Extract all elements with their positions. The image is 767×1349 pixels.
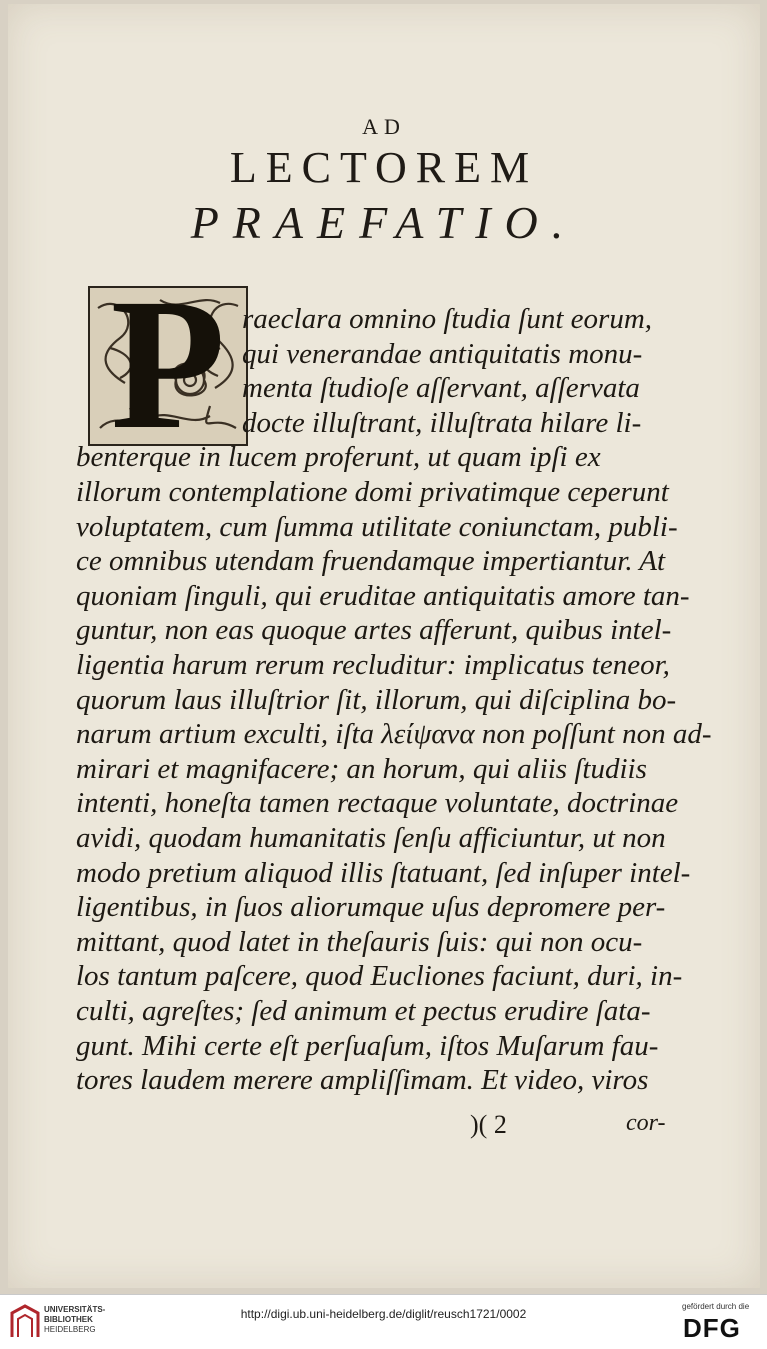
text-line: modo pretium aliquod illis ſtatuant, ſed inſuper intel-	[76, 856, 691, 889]
text-line: ligentia harum rerum recluditur: implicatus teneor,	[76, 649, 670, 681]
text-line: voluptatem, cum ſumma utilitate coniunctam, publi-	[76, 510, 678, 543]
footer-bar	[0, 1294, 767, 1349]
text-line: gunt. Mihi certe eſt perſuaſum, iſtos Muſarum fau-	[76, 1029, 659, 1062]
heading-ad: AD	[362, 114, 406, 139]
logo-line-1: UNIVERSITÄTS-	[44, 1305, 106, 1314]
dfg-logo: DFG	[683, 1313, 741, 1343]
book-page	[8, 4, 760, 1288]
text-line: menta ſtudioſe aſſervant, aſſervata	[242, 372, 640, 405]
signature-mark: )( 2	[470, 1110, 507, 1139]
heading-praefatio: PRAEFATIO.	[190, 197, 578, 248]
decorated-initial	[88, 286, 248, 446]
text-line: quorum laus illuſtrior ſit, illorum, qui diſciplina bo-	[76, 683, 677, 716]
text-line: docte illuſtrant, illuſtrata hilare li-	[242, 406, 642, 439]
catchword: cor-	[626, 1110, 666, 1136]
text-line: avidi, quodam humanitatis ſenſu afficiuntur, ut non	[76, 822, 666, 854]
text-line: quoniam ſinguli, qui eruditae antiquitatis amore tan-	[76, 579, 690, 612]
text-line: illorum contemplatione domi privatimque ceperunt	[76, 476, 669, 508]
text-line: guntur, non eas quoque artes afferunt, quibus intel-	[76, 614, 672, 647]
text-line: culti, agreſtes; ſed animum et pectus erudire ſata-	[76, 995, 651, 1027]
text-line: ce omnibus utendam fruendamque impertiantur. At	[76, 545, 666, 578]
initial-letter: P	[110, 286, 226, 446]
text-line: tores laudem merere ampliſſimam. Et video, viros	[76, 1064, 649, 1097]
text-line: mirari et magnifacere; an horum, qui aliis ſtudiis	[76, 752, 647, 785]
logo-line-2: BIBLIOTHEK	[44, 1315, 93, 1324]
text-line: intenti, honeſta tamen rectaque voluntate, doctrinae	[76, 787, 679, 820]
text-line: narum artium exculti, iſta λείψανα non poſſunt non ad-	[76, 718, 712, 751]
text-line: mittant, quod latet in theſauris ſuis: qui non ocu-	[76, 925, 643, 958]
logo-line-3: HEIDELBERG	[44, 1325, 96, 1334]
funded-by-label: gefördert durch die	[682, 1302, 750, 1311]
text-line: benterque in lucem proferunt, ut quam ipſi ex	[76, 441, 601, 474]
text-line: los tantum paſcere, quod Eucliones faciunt, duri, in-	[76, 960, 683, 993]
text-line: qui venerandae antiquitatis monu-	[242, 337, 643, 370]
permalink-url[interactable]: http://digi.ub.uni-heidelberg.de/diglit/reusch1721/0002	[240, 1307, 527, 1321]
heading-lectorem: LECTOREM	[229, 143, 539, 192]
text-line: raeclara omnino ſtudia ſunt eorum,	[242, 303, 653, 335]
text-line: ligentibus, in ſuos aliorumque uſus depromere per-	[76, 891, 666, 924]
